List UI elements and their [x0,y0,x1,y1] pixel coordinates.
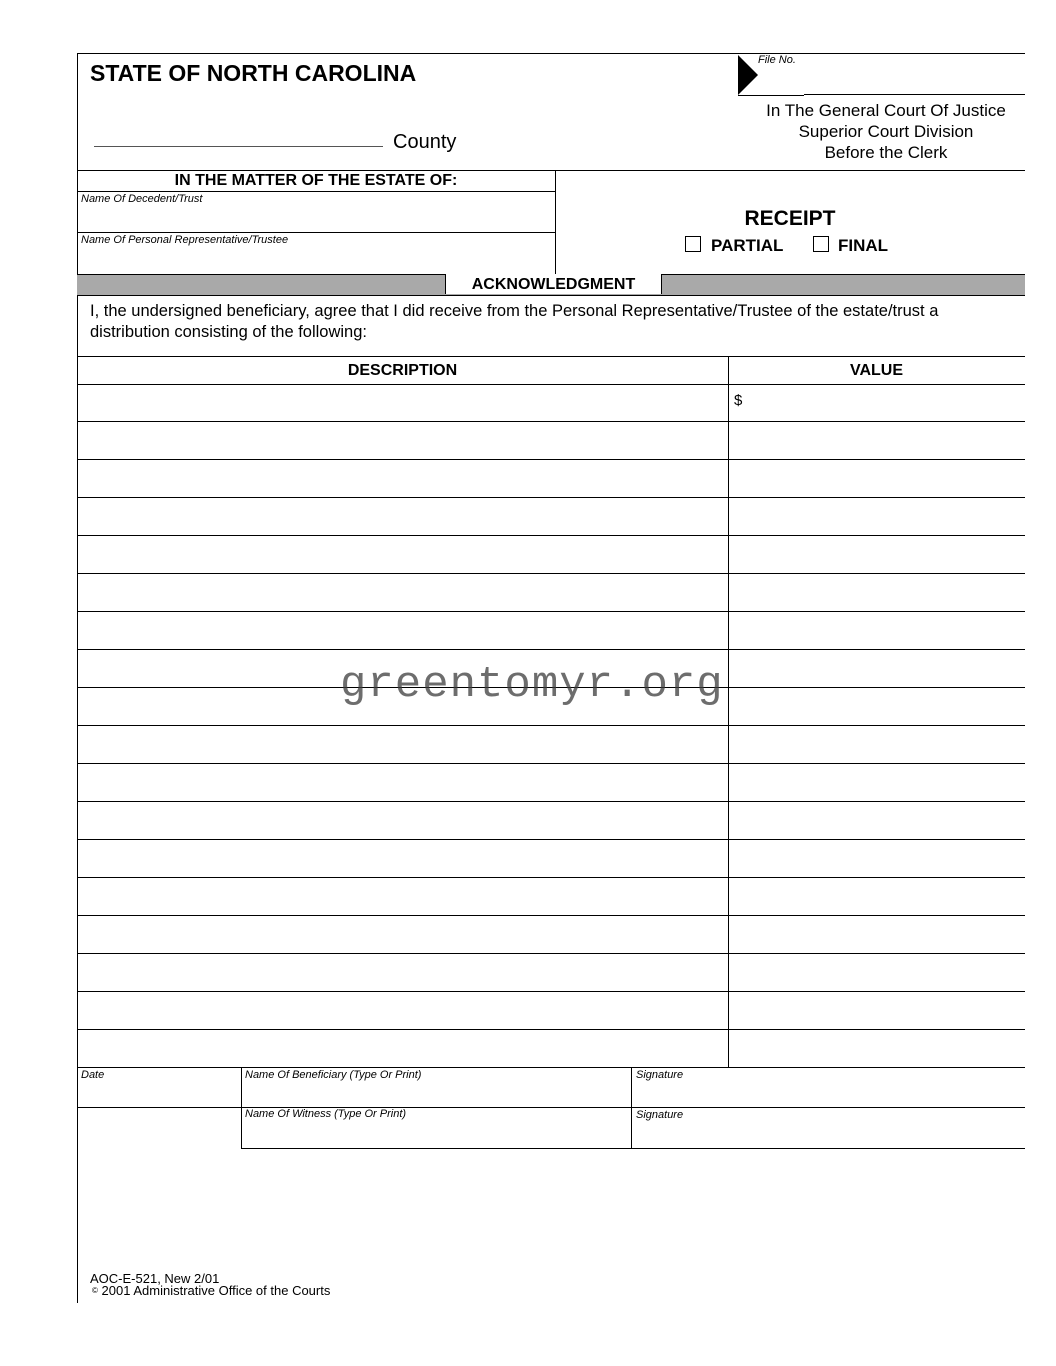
table-row [77,422,1025,460]
value-cell[interactable] [728,802,1025,839]
file-no-underline-left [738,95,804,96]
table-row [77,764,1025,802]
description-cell[interactable] [77,536,728,573]
description-cell[interactable] [77,498,728,535]
value-cell[interactable] [728,650,1025,687]
table-row [77,878,1025,916]
sig-row-1-bottom [77,1107,1025,1108]
table-row [77,498,1025,536]
value-cell[interactable] [728,498,1025,535]
value-cell[interactable] [728,726,1025,763]
description-cell[interactable] [77,1030,728,1067]
matter-heading: IN THE MATTER OF THE ESTATE OF: [174,172,458,189]
table-row [77,460,1025,498]
table-row [77,802,1025,840]
value-cell[interactable] [728,384,1025,421]
decedent-field[interactable] [78,206,554,232]
value-cell[interactable] [728,688,1025,725]
description-cell[interactable] [77,992,728,1029]
acknowledgment-text: I, the undersigned beneficiary, agree that I did receive from the Personal Representative/Trustee of the estate/trust a distribution consisting of the following: [90,302,939,341]
table-row [77,726,1025,764]
sig-row-2-bottom [241,1148,1025,1149]
witness-name-field[interactable] [243,1122,629,1146]
table-row [77,384,1025,422]
decedent-bottom-line [77,232,555,233]
value-cell[interactable] [728,1030,1025,1067]
table-row [77,574,1025,612]
description-cell[interactable] [77,726,728,763]
table-row [77,954,1025,992]
court-info [748,100,1024,163]
court-line-3: Before the Clerk [824,143,948,162]
value-cell[interactable] [728,916,1025,953]
value-cell[interactable] [728,574,1025,611]
witness-signature-field[interactable] [633,1122,1023,1146]
decedent-label: Name Of Decedent/Trust [81,193,203,205]
matter-heading-underline [77,191,555,192]
partial-label: PARTIAL [711,236,784,255]
court-line-1: In The General Court Of Justice [766,101,1006,120]
receipt-title: RECEIPT [744,207,836,230]
county-input-line[interactable] [94,146,383,147]
description-cell[interactable] [77,574,728,611]
date-label: Date [81,1069,105,1081]
representative-field[interactable] [78,247,554,273]
table-row [77,1030,1025,1068]
description-cell[interactable] [77,422,728,459]
header-divider [728,356,729,384]
value-cell[interactable] [728,536,1025,573]
file-no-input-line[interactable] [804,94,1025,95]
copyright-symbol: © [92,1286,98,1295]
table-row [77,992,1025,1030]
value-header: VALUE [849,362,904,379]
watermark: greentomyr.org [340,660,724,710]
date-field[interactable] [79,1082,239,1106]
state-title: STATE OF NORTH CAROLINA [90,60,417,86]
value-cell[interactable] [728,878,1025,915]
description-cell[interactable] [77,954,728,991]
description-cell[interactable] [77,764,728,801]
description-cell[interactable] [77,460,728,497]
county-label: County [393,131,457,153]
matter-top-line [77,170,1025,171]
value-cell[interactable] [728,992,1025,1029]
acknowledgment-heading: ACKNOWLEDGMENT [445,274,662,294]
description-cell[interactable] [77,878,728,915]
table-row [77,916,1025,954]
copyright-text: 2001 Administrative Office of the Courts [101,1283,331,1298]
file-no-label: File No. [758,54,796,66]
representative-label: Name Of Personal Representative/Trustee [81,234,289,246]
table-row [77,612,1025,650]
final-label: FINAL [838,236,889,255]
matter-divider [555,170,556,274]
currency-symbol: $ [734,392,743,409]
description-header: DESCRIPTION [347,362,458,379]
court-line-2: Superior Court Division [798,122,974,141]
witness-label: Name Of Witness (Type Or Print) [245,1108,407,1120]
sig-divider-2 [631,1067,632,1149]
final-checkbox[interactable] [813,236,829,252]
partial-checkbox[interactable] [685,236,701,252]
value-cell[interactable] [728,764,1025,801]
description-cell[interactable] [77,612,728,649]
description-cell[interactable] [77,916,728,953]
value-cell[interactable] [728,460,1025,497]
file-no-arrow-icon [738,55,760,95]
sig-divider-1 [241,1067,242,1149]
table-row [77,840,1025,878]
top-border [77,53,1025,54]
value-cell[interactable] [728,422,1025,459]
value-cell[interactable] [728,840,1025,877]
description-cell[interactable] [77,840,728,877]
signature-label-2: Signature [636,1109,684,1121]
value-cell[interactable] [728,612,1025,649]
beneficiary-signature-field[interactable] [633,1082,1023,1106]
signature-label-1: Signature [636,1069,684,1081]
beneficiary-label: Name Of Beneficiary (Type Or Print) [245,1069,422,1081]
table-row [77,536,1025,574]
copyright [92,1285,330,1297]
description-cell[interactable] [77,802,728,839]
value-cell[interactable] [728,954,1025,991]
description-cell[interactable] [77,384,728,421]
table-top-line [77,356,1025,357]
form-code: AOC-E-521, New 2/01 [90,1271,220,1286]
beneficiary-name-field[interactable] [243,1082,629,1106]
